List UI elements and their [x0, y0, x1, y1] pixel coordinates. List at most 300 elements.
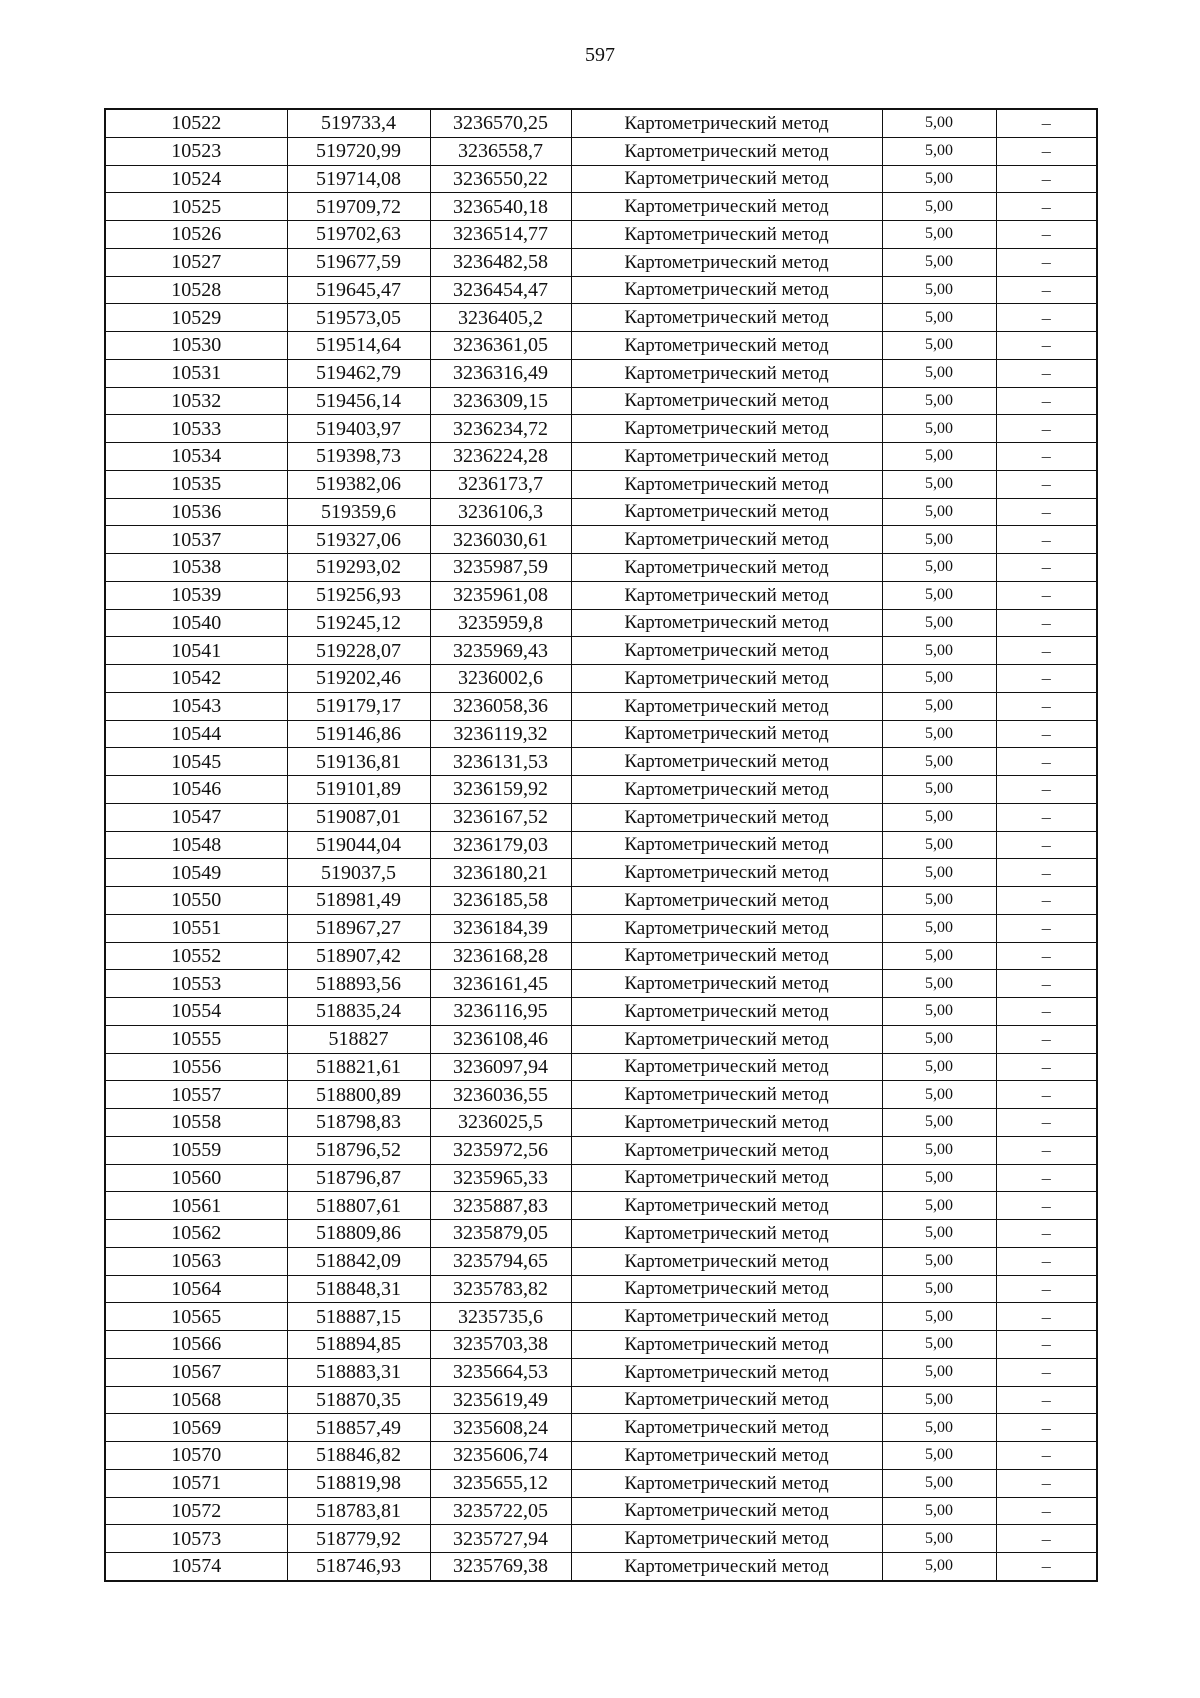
x-coordinate-cell: 519382,06	[287, 470, 430, 498]
y-coordinate-cell: 3235619,49	[430, 1386, 571, 1414]
table-row	[105, 498, 1097, 526]
table-row	[105, 1358, 1097, 1386]
point-number-cell: 10560	[105, 1164, 287, 1192]
accuracy-cell: 5,00	[882, 193, 996, 221]
method-cell: Картометрический метод	[571, 1192, 882, 1220]
accuracy-cell: 5,00	[882, 1025, 996, 1053]
method-cell: Картометрический метод	[571, 498, 882, 526]
table-row	[105, 193, 1097, 221]
table-row	[105, 1497, 1097, 1525]
accuracy-cell: 5,00	[882, 276, 996, 304]
note-cell: –	[996, 1247, 1097, 1275]
x-coordinate-cell: 519087,01	[287, 803, 430, 831]
x-coordinate-cell: 518894,85	[287, 1331, 430, 1359]
x-coordinate-cell: 518783,81	[287, 1497, 430, 1525]
point-number-cell: 10529	[105, 304, 287, 332]
note-cell: –	[996, 831, 1097, 859]
accuracy-cell: 5,00	[882, 748, 996, 776]
point-number-cell: 10546	[105, 776, 287, 804]
y-coordinate-cell: 3236106,3	[430, 498, 571, 526]
point-number-cell: 10524	[105, 165, 287, 193]
point-number-cell: 10571	[105, 1469, 287, 1497]
note-cell: –	[996, 1053, 1097, 1081]
table-row	[105, 1081, 1097, 1109]
note-cell: –	[996, 1025, 1097, 1053]
method-cell: Картометрический метод	[571, 526, 882, 554]
table-row	[105, 914, 1097, 942]
y-coordinate-cell: 3236454,47	[430, 276, 571, 304]
accuracy-cell: 5,00	[882, 803, 996, 831]
x-coordinate-cell: 519245,12	[287, 609, 430, 637]
point-number-cell: 10536	[105, 498, 287, 526]
note-cell: –	[996, 1303, 1097, 1331]
table-row	[105, 1025, 1097, 1053]
x-coordinate-cell: 519733,4	[287, 109, 430, 137]
x-coordinate-cell: 519714,08	[287, 165, 430, 193]
note-cell: –	[996, 720, 1097, 748]
method-cell: Картометрический метод	[571, 109, 882, 137]
note-cell: –	[996, 692, 1097, 720]
accuracy-cell: 5,00	[882, 609, 996, 637]
point-number-cell: 10563	[105, 1247, 287, 1275]
y-coordinate-cell: 3236180,21	[430, 859, 571, 887]
accuracy-cell: 5,00	[882, 1469, 996, 1497]
accuracy-cell: 5,00	[882, 1220, 996, 1248]
accuracy-cell: 5,00	[882, 137, 996, 165]
y-coordinate-cell: 3236159,92	[430, 776, 571, 804]
accuracy-cell: 5,00	[882, 165, 996, 193]
accuracy-cell: 5,00	[882, 221, 996, 249]
method-cell: Картометрический метод	[571, 1220, 882, 1248]
note-cell: –	[996, 1497, 1097, 1525]
method-cell: Картометрический метод	[571, 1164, 882, 1192]
x-coordinate-cell: 518842,09	[287, 1247, 430, 1275]
y-coordinate-cell: 3236540,18	[430, 193, 571, 221]
note-cell: –	[996, 970, 1097, 998]
accuracy-cell: 5,00	[882, 1525, 996, 1553]
point-number-cell: 10574	[105, 1553, 287, 1581]
method-cell: Картометрический метод	[571, 1109, 882, 1137]
point-number-cell: 10570	[105, 1442, 287, 1470]
note-cell: –	[996, 193, 1097, 221]
accuracy-cell: 5,00	[882, 415, 996, 443]
note-cell: –	[996, 470, 1097, 498]
point-number-cell: 10555	[105, 1025, 287, 1053]
y-coordinate-cell: 3235606,74	[430, 1442, 571, 1470]
x-coordinate-cell: 519146,86	[287, 720, 430, 748]
accuracy-cell: 5,00	[882, 637, 996, 665]
method-cell: Картометрический метод	[571, 887, 882, 915]
point-number-cell: 10557	[105, 1081, 287, 1109]
accuracy-cell: 5,00	[882, 1386, 996, 1414]
page-number: 597	[585, 44, 615, 66]
x-coordinate-cell: 519202,46	[287, 665, 430, 693]
accuracy-cell: 5,00	[882, 470, 996, 498]
method-cell: Картометрический метод	[571, 970, 882, 998]
point-number-cell: 10526	[105, 221, 287, 249]
point-number-cell: 10532	[105, 387, 287, 415]
method-cell: Картометрический метод	[571, 914, 882, 942]
point-number-cell: 10548	[105, 831, 287, 859]
y-coordinate-cell: 3236097,94	[430, 1053, 571, 1081]
accuracy-cell: 5,00	[882, 109, 996, 137]
y-coordinate-cell: 3236173,7	[430, 470, 571, 498]
point-number-cell: 10531	[105, 359, 287, 387]
x-coordinate-cell: 519677,59	[287, 248, 430, 276]
x-coordinate-cell: 518887,15	[287, 1303, 430, 1331]
x-coordinate-cell: 518981,49	[287, 887, 430, 915]
method-cell: Картометрический метод	[571, 359, 882, 387]
x-coordinate-cell: 519327,06	[287, 526, 430, 554]
x-coordinate-cell: 519645,47	[287, 276, 430, 304]
point-number-cell: 10535	[105, 470, 287, 498]
note-cell: –	[996, 914, 1097, 942]
method-cell: Картометрический метод	[571, 1303, 882, 1331]
accuracy-cell: 5,00	[882, 1331, 996, 1359]
method-cell: Картометрический метод	[571, 1525, 882, 1553]
x-coordinate-cell: 518798,83	[287, 1109, 430, 1137]
x-coordinate-cell: 518807,61	[287, 1192, 430, 1220]
y-coordinate-cell: 3236036,55	[430, 1081, 571, 1109]
accuracy-cell: 5,00	[882, 1442, 996, 1470]
table-row	[105, 1469, 1097, 1497]
table-row	[105, 1553, 1097, 1581]
method-cell: Картометрический метод	[571, 748, 882, 776]
y-coordinate-cell: 3235722,05	[430, 1497, 571, 1525]
x-coordinate-cell: 518893,56	[287, 970, 430, 998]
accuracy-cell: 5,00	[882, 1414, 996, 1442]
x-coordinate-cell: 518848,31	[287, 1275, 430, 1303]
method-cell: Картометрический метод	[571, 1469, 882, 1497]
accuracy-cell: 5,00	[882, 970, 996, 998]
table-row	[105, 942, 1097, 970]
point-number-cell: 10564	[105, 1275, 287, 1303]
y-coordinate-cell: 3236558,7	[430, 137, 571, 165]
y-coordinate-cell: 3235969,43	[430, 637, 571, 665]
y-coordinate-cell: 3236514,77	[430, 221, 571, 249]
point-number-cell: 10543	[105, 692, 287, 720]
method-cell: Картометрический метод	[571, 581, 882, 609]
table-row	[105, 1192, 1097, 1220]
accuracy-cell: 5,00	[882, 1081, 996, 1109]
accuracy-cell: 5,00	[882, 248, 996, 276]
point-number-cell: 10540	[105, 609, 287, 637]
table-row	[105, 554, 1097, 582]
x-coordinate-cell: 519702,63	[287, 221, 430, 249]
y-coordinate-cell: 3236058,36	[430, 692, 571, 720]
method-cell: Картометрический метод	[571, 692, 882, 720]
method-cell: Картометрический метод	[571, 637, 882, 665]
x-coordinate-cell: 519044,04	[287, 831, 430, 859]
note-cell: –	[996, 942, 1097, 970]
method-cell: Картометрический метод	[571, 165, 882, 193]
accuracy-cell: 5,00	[882, 776, 996, 804]
table-row	[105, 1275, 1097, 1303]
accuracy-cell: 5,00	[882, 831, 996, 859]
accuracy-cell: 5,00	[882, 443, 996, 471]
table-row	[105, 1303, 1097, 1331]
y-coordinate-cell: 3236184,39	[430, 914, 571, 942]
method-cell: Картометрический метод	[571, 1136, 882, 1164]
y-coordinate-cell: 3236309,15	[430, 387, 571, 415]
x-coordinate-cell: 519398,73	[287, 443, 430, 471]
y-coordinate-cell: 3235959,8	[430, 609, 571, 637]
table-row	[105, 1442, 1097, 1470]
method-cell: Картометрический метод	[571, 1025, 882, 1053]
table-row	[105, 637, 1097, 665]
point-number-cell: 10559	[105, 1136, 287, 1164]
x-coordinate-cell: 518835,24	[287, 998, 430, 1026]
y-coordinate-cell: 3236002,6	[430, 665, 571, 693]
point-number-cell: 10573	[105, 1525, 287, 1553]
accuracy-cell: 5,00	[882, 332, 996, 360]
table-row	[105, 748, 1097, 776]
method-cell: Картометрический метод	[571, 859, 882, 887]
point-number-cell: 10561	[105, 1192, 287, 1220]
point-number-cell: 10523	[105, 137, 287, 165]
note-cell: –	[996, 276, 1097, 304]
x-coordinate-cell: 518819,98	[287, 1469, 430, 1497]
note-cell: –	[996, 526, 1097, 554]
table-row	[105, 692, 1097, 720]
y-coordinate-cell: 3236167,52	[430, 803, 571, 831]
note-cell: –	[996, 1109, 1097, 1137]
table-row	[105, 1220, 1097, 1248]
table-row	[105, 831, 1097, 859]
y-coordinate-cell: 3236119,32	[430, 720, 571, 748]
y-coordinate-cell: 3236025,5	[430, 1109, 571, 1137]
note-cell: –	[996, 554, 1097, 582]
x-coordinate-cell: 519720,99	[287, 137, 430, 165]
table-row	[105, 665, 1097, 693]
x-coordinate-cell: 518796,87	[287, 1164, 430, 1192]
table-row	[105, 276, 1097, 304]
note-cell: –	[996, 859, 1097, 887]
y-coordinate-cell: 3235965,33	[430, 1164, 571, 1192]
point-number-cell: 10556	[105, 1053, 287, 1081]
accuracy-cell: 5,00	[882, 1553, 996, 1581]
note-cell: –	[996, 1414, 1097, 1442]
point-number-cell: 10525	[105, 193, 287, 221]
y-coordinate-cell: 3236116,95	[430, 998, 571, 1026]
note-cell: –	[996, 165, 1097, 193]
accuracy-cell: 5,00	[882, 859, 996, 887]
table-row	[105, 1053, 1097, 1081]
point-number-cell: 10522	[105, 109, 287, 137]
method-cell: Картометрический метод	[571, 1358, 882, 1386]
x-coordinate-cell: 518800,89	[287, 1081, 430, 1109]
x-coordinate-cell: 518746,93	[287, 1553, 430, 1581]
x-coordinate-cell: 519136,81	[287, 748, 430, 776]
note-cell: –	[996, 803, 1097, 831]
y-coordinate-cell: 3235783,82	[430, 1275, 571, 1303]
y-coordinate-cell: 3236482,58	[430, 248, 571, 276]
accuracy-cell: 5,00	[882, 359, 996, 387]
table-row	[105, 720, 1097, 748]
method-cell: Картометрический метод	[571, 1081, 882, 1109]
x-coordinate-cell: 519573,05	[287, 304, 430, 332]
point-number-cell: 10547	[105, 803, 287, 831]
y-coordinate-cell: 3235735,6	[430, 1303, 571, 1331]
table-row	[105, 387, 1097, 415]
note-cell: –	[996, 498, 1097, 526]
x-coordinate-cell: 518857,49	[287, 1414, 430, 1442]
method-cell: Картометрический метод	[571, 1386, 882, 1414]
note-cell: –	[996, 748, 1097, 776]
y-coordinate-cell: 3235972,56	[430, 1136, 571, 1164]
accuracy-cell: 5,00	[882, 1303, 996, 1331]
method-cell: Картометрический метод	[571, 415, 882, 443]
note-cell: –	[996, 1553, 1097, 1581]
method-cell: Картометрический метод	[571, 609, 882, 637]
table-row	[105, 526, 1097, 554]
point-number-cell: 10527	[105, 248, 287, 276]
x-coordinate-cell: 518967,27	[287, 914, 430, 942]
x-coordinate-cell: 518796,52	[287, 1136, 430, 1164]
note-cell: –	[996, 776, 1097, 804]
coordinates-table	[104, 108, 1098, 1582]
table-row	[105, 1386, 1097, 1414]
y-coordinate-cell: 3236361,05	[430, 332, 571, 360]
x-coordinate-cell: 518883,31	[287, 1358, 430, 1386]
note-cell: –	[996, 221, 1097, 249]
method-cell: Картометрический метод	[571, 998, 882, 1026]
accuracy-cell: 5,00	[882, 1247, 996, 1275]
x-coordinate-cell: 519456,14	[287, 387, 430, 415]
table-row	[105, 1414, 1097, 1442]
table-row	[105, 332, 1097, 360]
method-cell: Картометрический метод	[571, 137, 882, 165]
point-number-cell: 10549	[105, 859, 287, 887]
x-coordinate-cell: 518870,35	[287, 1386, 430, 1414]
note-cell: –	[996, 1469, 1097, 1497]
point-number-cell: 10572	[105, 1497, 287, 1525]
point-number-cell: 10542	[105, 665, 287, 693]
table-row	[105, 443, 1097, 471]
point-number-cell: 10530	[105, 332, 287, 360]
note-cell: –	[996, 137, 1097, 165]
method-cell: Картометрический метод	[571, 387, 882, 415]
accuracy-cell: 5,00	[882, 1164, 996, 1192]
y-coordinate-cell: 3236131,53	[430, 748, 571, 776]
table-row	[105, 221, 1097, 249]
method-cell: Картометрический метод	[571, 776, 882, 804]
accuracy-cell: 5,00	[882, 1192, 996, 1220]
accuracy-cell: 5,00	[882, 387, 996, 415]
table-row	[105, 359, 1097, 387]
accuracy-cell: 5,00	[882, 554, 996, 582]
y-coordinate-cell: 3235655,12	[430, 1469, 571, 1497]
accuracy-cell: 5,00	[882, 665, 996, 693]
y-coordinate-cell: 3236108,46	[430, 1025, 571, 1053]
y-coordinate-cell: 3236550,22	[430, 165, 571, 193]
note-cell: –	[996, 1164, 1097, 1192]
x-coordinate-cell: 519709,72	[287, 193, 430, 221]
table-row	[105, 248, 1097, 276]
x-coordinate-cell: 518821,61	[287, 1053, 430, 1081]
point-number-cell: 10539	[105, 581, 287, 609]
method-cell: Картометрический метод	[571, 332, 882, 360]
x-coordinate-cell: 519462,79	[287, 359, 430, 387]
y-coordinate-cell: 3235987,59	[430, 554, 571, 582]
table-row	[105, 470, 1097, 498]
note-cell: –	[996, 1220, 1097, 1248]
table-row	[105, 887, 1097, 915]
accuracy-cell: 5,00	[882, 942, 996, 970]
y-coordinate-cell: 3236405,2	[430, 304, 571, 332]
x-coordinate-cell: 518907,42	[287, 942, 430, 970]
accuracy-cell: 5,00	[882, 1053, 996, 1081]
accuracy-cell: 5,00	[882, 526, 996, 554]
table-row	[105, 581, 1097, 609]
y-coordinate-cell: 3236168,28	[430, 942, 571, 970]
note-cell: –	[996, 581, 1097, 609]
table-row	[105, 970, 1097, 998]
y-coordinate-cell: 3235769,38	[430, 1553, 571, 1581]
table-row	[105, 415, 1097, 443]
note-cell: –	[996, 1275, 1097, 1303]
table-row	[105, 776, 1097, 804]
y-coordinate-cell: 3235727,94	[430, 1525, 571, 1553]
note-cell: –	[996, 1081, 1097, 1109]
x-coordinate-cell: 518827	[287, 1025, 430, 1053]
accuracy-cell: 5,00	[882, 720, 996, 748]
point-number-cell: 10533	[105, 415, 287, 443]
y-coordinate-cell: 3236161,45	[430, 970, 571, 998]
accuracy-cell: 5,00	[882, 1136, 996, 1164]
method-cell: Картометрический метод	[571, 221, 882, 249]
accuracy-cell: 5,00	[882, 498, 996, 526]
y-coordinate-cell: 3235703,38	[430, 1331, 571, 1359]
method-cell: Картометрический метод	[571, 942, 882, 970]
x-coordinate-cell: 518809,86	[287, 1220, 430, 1248]
x-coordinate-cell: 519293,02	[287, 554, 430, 582]
table-row	[105, 998, 1097, 1026]
method-cell: Картометрический метод	[571, 470, 882, 498]
y-coordinate-cell: 3236224,28	[430, 443, 571, 471]
note-cell: –	[996, 1192, 1097, 1220]
x-coordinate-cell: 519037,5	[287, 859, 430, 887]
table-row	[105, 1164, 1097, 1192]
x-coordinate-cell: 518779,92	[287, 1525, 430, 1553]
point-number-cell: 10545	[105, 748, 287, 776]
accuracy-cell: 5,00	[882, 581, 996, 609]
note-cell: –	[996, 665, 1097, 693]
table-row	[105, 1136, 1097, 1164]
point-number-cell: 10568	[105, 1386, 287, 1414]
x-coordinate-cell: 519101,89	[287, 776, 430, 804]
table-row	[105, 304, 1097, 332]
y-coordinate-cell: 3236234,72	[430, 415, 571, 443]
method-cell: Картометрический метод	[571, 720, 882, 748]
method-cell: Картометрический метод	[571, 665, 882, 693]
note-cell: –	[996, 609, 1097, 637]
method-cell: Картометрический метод	[571, 443, 882, 471]
point-number-cell: 10567	[105, 1358, 287, 1386]
x-coordinate-cell: 519228,07	[287, 637, 430, 665]
y-coordinate-cell: 3236570,25	[430, 109, 571, 137]
point-number-cell: 10552	[105, 942, 287, 970]
point-number-cell: 10550	[105, 887, 287, 915]
point-number-cell: 10562	[105, 1220, 287, 1248]
method-cell: Картометрический метод	[571, 803, 882, 831]
method-cell: Картометрический метод	[571, 248, 882, 276]
table-row	[105, 1331, 1097, 1359]
x-coordinate-cell: 519179,17	[287, 692, 430, 720]
x-coordinate-cell: 519359,6	[287, 498, 430, 526]
y-coordinate-cell: 3235879,05	[430, 1220, 571, 1248]
method-cell: Картометрический метод	[571, 1331, 882, 1359]
